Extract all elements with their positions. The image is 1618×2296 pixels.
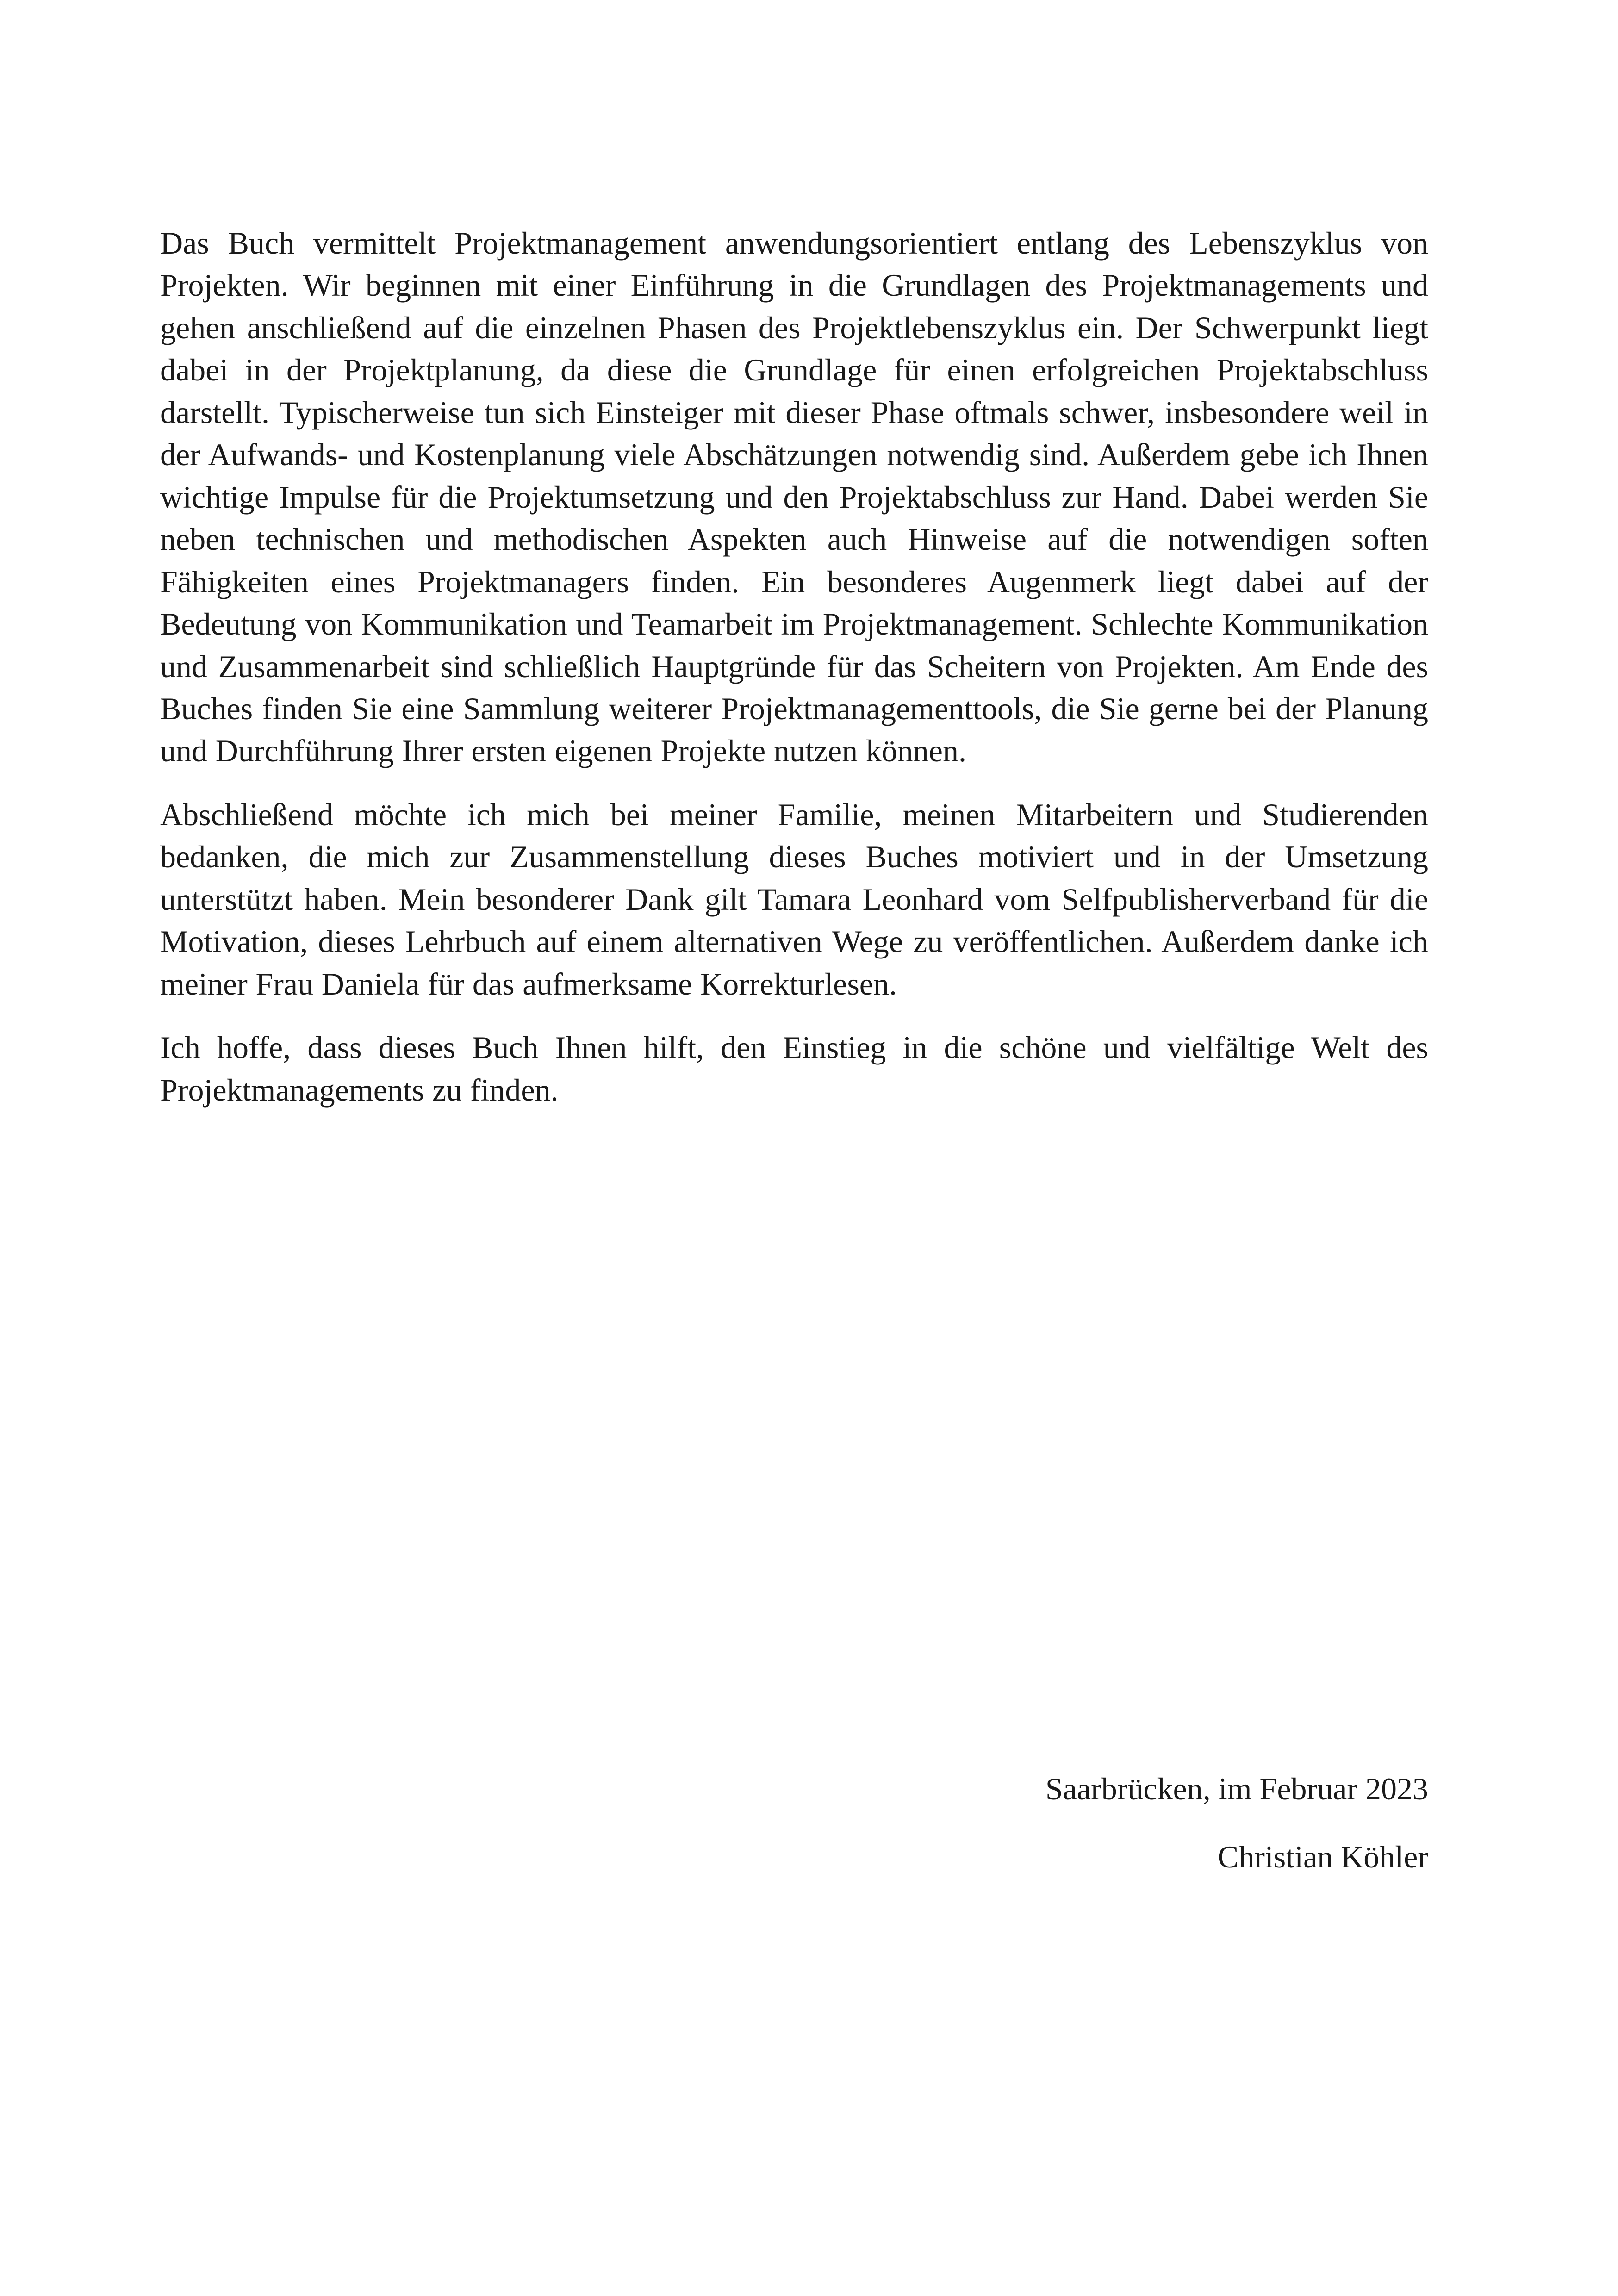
author-name: Christian Köhler [1217,1839,1428,1875]
paragraph-1: Das Buch vermittelt Projektmanagement anwendungsorientiert entlang des Lebenszyklus von Projekten. Wir beginnen mit einer Einführung in die Grundlagen des Projektmanagements und gehen anschließend auf die einzelnen Phasen des Projektlebenszyklus ein. Der Schwerpunkt liegt dabei in der Projektplanung, da diese die Grundlage für einen erfolgreichen Projektabschluss darstellt. Typischerweise tun sich Einsteiger mit dieser Phase oftmals schwer, insbesondere weil in der Aufwands- und Kostenplanung viele Abschätzungen notwendig sind. Außerdem gebe ich Ihnen wichtige Impulse für die Projektumsetzung und den Projektabschluss zur Hand. Dabei werden Sie neben technischen und methodischen Aspekten auch Hinweise auf die notwendigen soften Fähigkeiten eines Projektmanagers finden. Ein besonderes Augenmerk liegt dabei auf der Bedeutung von Kommunikation und Teamarbeit im Projektmanagement. Schlechte Kommunikation und Zusammenarbeit sind schließlich Hauptgründe für das Scheitern von Projekten. Am Ende des Buches finden Sie eine Sammlung weiterer Projektmanagementtools, die Sie gerne bei der Planung und Durchführung Ihrer ersten eigenen Projekte nutzen können. [160,225,1428,769]
paragraph-2: Abschließend möchte ich mich bei meiner Familie, meinen Mitarbeitern und Studierenden bedanken, die mich zur Zusammenstellung dieses Buches motiviert und in der Umsetzung unterstützt haben. Mein besonderer Dank gilt Tamara Leonhard vom Selfpublisherverband für die Motivation, dieses Lehrbuch auf einem alternativen Wege zu veröffentlichen. Außerdem danke ich meiner Frau Daniela für das aufmerksame Korrekturlesen. [160,796,1428,1002]
signature-block [160,1768,1428,1879]
place-and-date: Saarbrücken, im Februar 2023 [1045,1771,1428,1806]
paragraph-3: Ich hoffe, dass dieses Buch Ihnen hilft, den Einstieg in die schöne und vielfältige Welt des Projektmanagements zu finden. [160,1030,1428,1108]
document-body [160,222,1428,1111]
